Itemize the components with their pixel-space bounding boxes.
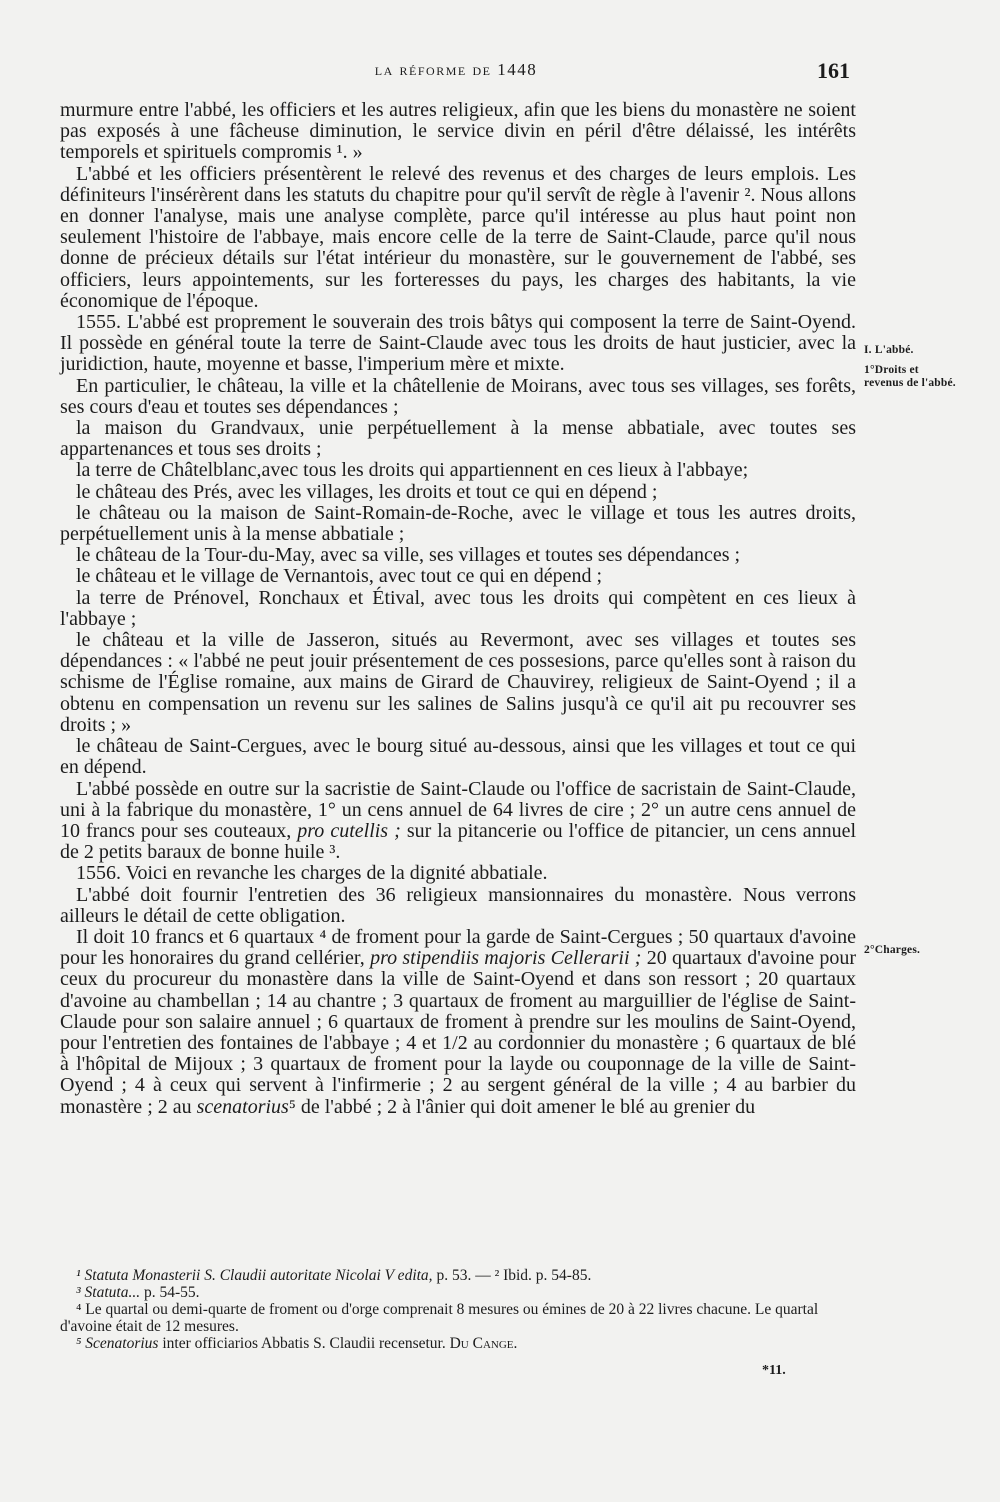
- footnote-text: p. 54-55.: [143, 1284, 200, 1301]
- paragraph: En particulier, le château, la ville et la châtellenie de Moirans, avec tous ses villages, ses forêts, ses cours d'eau et toutes ses dépendances ;: [60, 374, 856, 418]
- footnote-title: ¹ Statuta Monasterii S. Claudii autoritate Nicolai V edita,: [76, 1267, 433, 1284]
- footnote-1-2: [60, 1267, 856, 1284]
- paragraph: murmure entre l'abbé, les officiers et les autres religieux, afin que les biens du monastère ne soient pas exposés à une fâcheuse diminution, le service divin en péril d'être délaissé, les intérêts temporels et spirituels compromis ¹. »: [60, 99, 856, 164]
- paragraph: L'abbé doit fournir l'entretien des 36 religieux mansionnaires du monastère. Nous verrons ailleurs le détail de cette obligation.: [60, 883, 856, 927]
- footnotes: [60, 1267, 856, 1352]
- footnote-3: [60, 1284, 856, 1301]
- signature-mark: *11.: [762, 1363, 786, 1378]
- text-run: L'abbé possède en outre sur la sacristie de Saint-Claude ou l'office de sacristain de Saint-Claude, uni à la fabrique du monastère, 1° un cens annuel de 64 livres de cire ; 2° un autre cens annuel de 10 francs pour ses couteaux,: [60, 777, 856, 842]
- footnote-4: ⁴ Le quartal ou demi-quarte de froment ou d'orge comprenait 8 mesures ou émines de 20 à 22 livres chacune. Le quartal d'avoine était de 12 mesures.: [60, 1301, 819, 1335]
- footnote-text: inter officiarios Abbatis S. Claudii recensetur.: [162, 1335, 446, 1352]
- page-number: 161: [817, 58, 850, 83]
- page-header: [60, 58, 852, 88]
- paragraph: le château des Prés, avec les villages, les droits et tout ce qui en dépend ;: [76, 480, 658, 503]
- text-run: ⁵ de l'abbé ; 2 à l'ânier qui doit amener le blé au grenier du: [288, 1095, 756, 1118]
- paragraph: le château de la Tour-du-May, avec sa ville, ses villages et toutes ses dépendances ;: [76, 544, 741, 567]
- paragraph: le château ou la maison de Saint-Romain-de-Roche, avec le village et tous les autres droits, perpétuellement unis à la mense abbatiale ;: [60, 501, 856, 546]
- paragraph: L'abbé et les officiers présentèrent le relevé des revenus et des charges de leurs emplois. Les définiteurs l'insérèrent dans les statuts du chapitre pour qu'il servît de règle à l'avenir ². Nous allons en donner l'analyse, mais une analyse complète, parce qu'il intéresse au plus haut point non seulement l'histoire de l'abbaye, mais encore celle de la terre de Saint-Claude, parce qu'il nous donne de précieux détails sur l'état intérieur du monastère, sur le gouvernement de l'abbé, ses officiers, leurs appointements, sur les forteresses du pays, les charges des habitants, la vie économique de l'époque.: [60, 162, 856, 312]
- body-text: [60, 100, 856, 1118]
- running-title: la réforme de 1448: [374, 60, 538, 79]
- paragraph: la terre de Prénovel, Ronchaux et Étival, avec tous les droits qui compètent en ces lieux à l'abbaye ;: [60, 586, 856, 630]
- margin-note-rights: 1°Droits et revenus de l'abbé.: [864, 364, 956, 389]
- paragraph: [60, 927, 856, 1118]
- footnote-author: Du Cange.: [449, 1335, 518, 1352]
- paragraph: le château de Saint-Cergues, avec le bourg situé au-dessous, ainsi que les villages et tout ce qui en dépend.: [60, 735, 856, 779]
- paragraph: 1556. Voici en revanche les charges de la dignité abbatiale.: [76, 862, 548, 885]
- paragraph: [60, 779, 856, 864]
- footnote-title: ⁵ Scenatorius: [76, 1335, 159, 1352]
- paragraph: 1555. L'abbé est proprement le souverain des trois bâtys qui composent la terre de Saint-Oyend. Il possède en général toute la terre de Saint-Claude avec tous les droits de haut justicier, avec la juridiction, haute, moyenne et basse, l'imperium mère et mixte.: [60, 311, 856, 376]
- margin-note-abbot: I. L'abbé.: [864, 344, 914, 356]
- footnote-title: ³ Statuta...: [76, 1284, 141, 1301]
- margin-note-charges: 2°Charges.: [864, 944, 921, 956]
- text-run: sur la pitancerie ou l'office de pitancier, un cens annuel de 2 petits baraux de bonne huile ³.: [60, 819, 857, 864]
- latin-phrase: pro stipendiis majoris Cellerarii ;: [370, 947, 642, 970]
- latin-phrase: pro cutellis ;: [297, 819, 401, 842]
- paragraph: la maison du Grandvaux, unie perpétuellement à la mense abbatiale, avec toutes ses appartenances et tous ses droits ;: [60, 417, 856, 461]
- footnote-text: p. 53. — ² Ibid. p. 54-85.: [436, 1267, 592, 1284]
- paragraph: le château et la ville de Jasseron, situés au Revermont, avec ses villages et toutes ses dépendances : « l'abbé ne peut jouir présentement de ces possesions, parce qu'elles sont à raison du schisme de l'Église romaine, aux mains de Girard de Chauvirey, religieux de Saint-Oyend ; il a obtenu en compensation un revenu sur les salines de Salins jusqu'à ce qu'il ait pu recouvrer ses droits ; »: [60, 629, 856, 736]
- text-run: Il doit 10 francs et 6 quartaux ⁴ de froment pour la garde de Saint-Cergues ; 50 quartaux d'avoine pour les honoraires du grand cellérier,: [60, 925, 856, 970]
- latin-word: scenatorius: [196, 1095, 289, 1118]
- text-run: 20 quartaux d'avoine pour ceux du procureur du monastère dans la ville de Saint-Oyend et dans son ressort ; 20 quartaux d'avoine au chambellan ; 14 au chantre ; 3 quartaux de froment au marguillier de l'église de Saint-Claude pour son salaire annuel ; 6 quartaux de froment à prendre sur les moulins de Saint-Oyend, pour l'entretien des fontaines de l'abbaye ; 4 et 1/2 au cordonnier du monastère ; 6 quartaux de blé à l'hôpital de Mijoux ; 3 quartaux de froment pour la layde ou couponnage de la ville de Saint-Oyend ; 4 à ceux qui servent à l'infirmerie ; 2 au sergent général de la ville ; 4 au barbier du monastère ; 2 au: [60, 947, 857, 1118]
- footnote-5: [60, 1335, 856, 1352]
- paragraph: la terre de Châtelblanc,avec tous les droits qui appartiennent en ces lieux à l'abbaye;: [76, 459, 749, 482]
- paragraph: le château et le village de Vernantois, avec tout ce qui en dépend ;: [76, 565, 603, 588]
